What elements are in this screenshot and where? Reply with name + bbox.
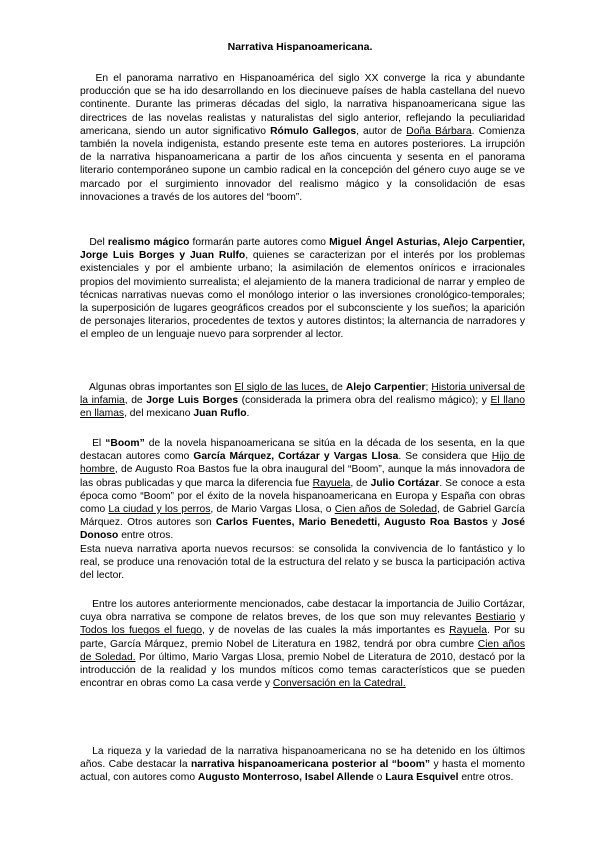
work-hijo-de-hombre: Hijo de hombre [80,451,525,476]
paragraph-early-narrative [80,72,525,204]
text-run: entre otros. [458,772,514,784]
paragraph-post-boom [80,745,525,785]
authors-post-boom: Augusto Monterroso, Isabel Allende [197,772,374,784]
text-run: de [328,382,346,393]
text-run: Del [89,237,108,248]
text-run: y hasta el momento actual, con autores como [80,759,525,784]
work-el-siglo-de-las-luces: El siglo de las luces, [234,382,329,393]
text-run: , de Gabriel García Márquez. Otros autores son [80,504,525,529]
text-run: . Se conoce a esta época como “Boom” por el éxito de la novela hispanoamericana en Europa y España con obras como [80,477,525,516]
text-run: . Se considera que [398,451,492,463]
author-julio-cortazar: Julio Cortázar [370,477,440,489]
work-cien-anos-de-soledad: Cien años de Soledad. [80,638,525,663]
text-run: , quienes se caracterizan por el interés por los problemas existenciales y por el ambiente urbano; la asimilación de elementos oníricos e irracionales propios del movimiento surrealista; el alejamiento de la manera tradicional de narrar y empleo de técnicas narrativas nuevas como el monólogo interior o las inversiones cronológico-temporales; la superposición de lugares geográficos creados por el subconsciente y los sueños; la aparición de personajes literarios, procedentes de textos y autores distintos; la alternancia de narradores y el empleo de un lenguaje nuevo para sorprender al lector. [80,250,525,341]
author-jose-donoso: José Donoso [80,517,525,542]
paragraph-cortazar-garcia-marquez [80,598,525,690]
authors-magical-realism: Miguel Ángel Asturias, Alejo Carpentier, Jorge Luis Borges y Juan Rulfo [80,237,525,262]
text-run: entre otros. [118,530,174,542]
work-rayuela: Rayuela [312,477,351,489]
work-cien-anos-de-soledad: Cien años de Soledad [334,504,437,516]
authors-other-boom: Carlos Fuentes, Mario Benedetti, Augusto Roa Bastos [215,517,488,529]
text-run: , autor de [356,125,407,137]
work-rayuela: Rayuela [449,625,487,637]
paragraph-magical-realism [80,236,525,342]
text-run: . Por su parte, García Márquez, premio Nobel de Literatura en 1982, tendrá por obra cumbre [80,625,526,650]
document-title: Narrativa Hispanoamericana. [227,41,373,53]
author-juan-ruflo: Juan Ruflo [193,408,247,420]
text-run: y [487,517,502,529]
author-alejo-carpentier: Alejo Carpentier [345,382,426,393]
text-run: ; [425,382,432,393]
text-run: , de [124,395,147,407]
author-jorge-luis-borges: Jorge Luis Borges [146,395,239,407]
work-dona-barbara: Doña Bárbara [406,125,472,137]
text-run: formarán parte autores como [189,237,330,248]
text-run: , del mexicano [124,408,194,420]
text-run: de la novela hispanoamericana se sitúa en la década de los sesenta, en la que destacan autores como [80,438,525,463]
text-run: El [92,438,106,449]
work-historia-universal: Historia universal de la infamia [80,382,525,407]
term-realismo-magico: realismo mágico [107,237,190,248]
text-run: La riqueza y la variedad de la narrativa hispanoamericana no se ha detenido en los últimos años. Cabe destacar la [80,746,525,771]
author-laura-esquivel: Laura Esquivel [385,772,459,784]
text-run: . [246,408,250,420]
work-el-llano-en-llamas: El llano en llamas [80,395,525,420]
work-bestiario: Bestiario [475,612,516,624]
term-post-boom: narrativa hispanoamericana posterior al “boom” [190,759,431,771]
text-run: (considerada la primera obra del realismo mágico); y [238,395,491,407]
text-run: . Comienza también la novela indigenista, estando presente este tema en autores posteriores. La irrupción de la narrativa hispanoamericana a partir de los años cincuenta y sesenta en el panorama literario contemporáneo supone un cambio radical en la concepción del género cuyo auge se ve marcado por el surgimiento innovador del realismo mágico y la consolidación de esas innovaciones a través de los autores del “boom”. [80,125,526,203]
text-run: Entre los autores anteriormente mencionados, cabe destacar la importancia de Juilio Cortázar, cuya obra narrativa se compone de relatos breves, de los que son muy relevantes [80,599,526,624]
term-boom: “Boom” [105,438,145,449]
text-run: Algunas obras importantes son [89,382,235,393]
text-run: o [373,772,386,784]
text-run: , de Augusto Roa Bastos fue la obra inaugural del “Boom”, aunque la más innovadora de las obras publicadas y que marca la diferencia fue [80,464,525,489]
text-run: , de Mario Vargas Llosa, o [210,504,335,516]
authors-boom: García Márquez, Cortázar y Vargas Llosa [193,451,399,463]
text-run: Por último, Mario Vargas Llosa, premio Nobel de Literatura de 2010, destacó por la introducción de la realidad y los mundos míticos como temas característicos que se pueden encontrar en obras como La casa verde y [80,651,526,690]
author-romulo-gallegos: Rómulo Gallegos [270,125,357,137]
text-run: , y de novelas de las cuales la más importantes es [201,625,450,637]
text-run: En el panorama narrativo en Hispanoamérica del siglo XX converge la rica y abundante producción que se ha ido desarrollando en los diecinueve países de habla castellana del nuevo continente. Durante las primeras décadas del siglo, la narrativa hispanoamericana sigue las directrices de las novelas realistas y naturalistas del siglo anterior, reflejando la peculiaridad americana, siendo un autor significativo [80,73,525,137]
work-la-ciudad-y-los-perros: La ciudad y los perros [108,504,211,516]
work-todos-los-fuegos: Todos los fuegos el fuego [80,625,202,637]
paragraph-boom [80,437,525,582]
text-run: , de [350,477,371,489]
work-conversacion-en-la-catedral: Conversación en la Catedral. [272,678,406,690]
text-run: y [515,612,525,624]
paragraph-important-works [80,381,525,421]
text-run: Esta nueva narrativa aporta nuevos recursos: se consolida la convivencia de lo fantástico y lo real, se produce una renovación total de la estructura del relato y se busca la participación activa del lector. [80,543,525,582]
